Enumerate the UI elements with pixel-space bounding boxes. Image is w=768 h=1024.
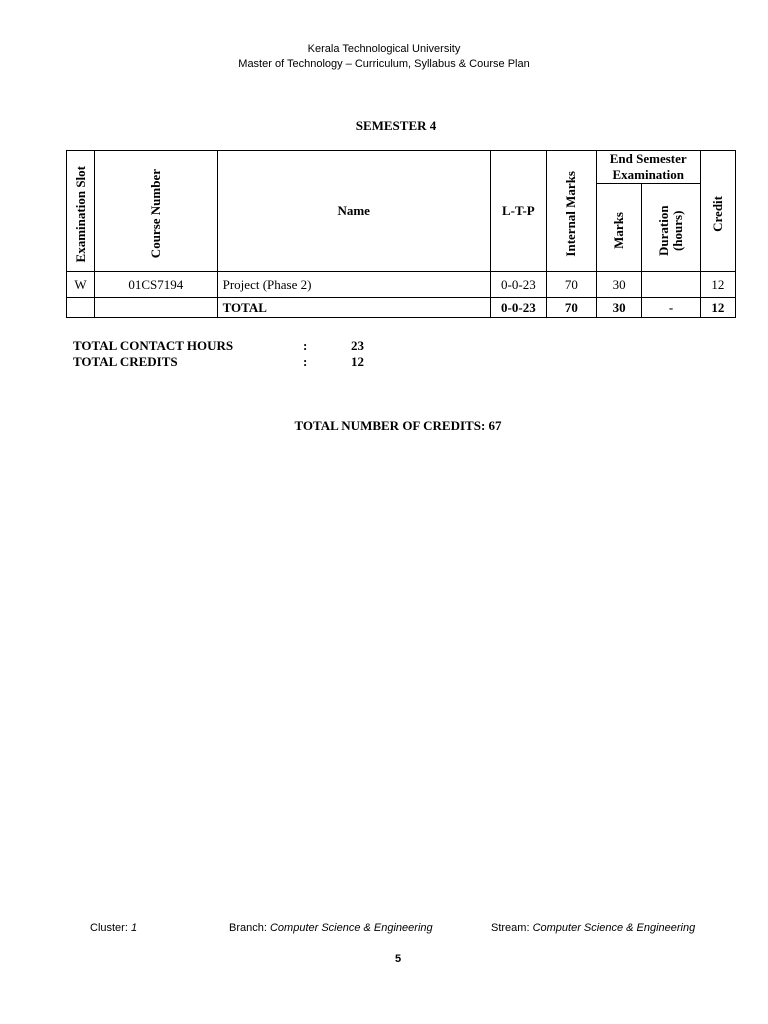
total-internal: 70 <box>546 298 596 318</box>
cell-duration <box>642 272 700 298</box>
cell-ltp: 0-0-23 <box>490 272 546 298</box>
total-marks: 30 <box>596 298 642 318</box>
summary-separator: : <box>303 338 308 353</box>
summary-label: TOTAL CREDITS <box>73 354 178 369</box>
header-credit: Credit <box>700 151 735 272</box>
course-table <box>66 150 736 318</box>
header-name: Name <box>217 151 490 272</box>
header-examination-slot: Examination Slot <box>67 151 95 272</box>
cell-marks: 30 <box>596 272 642 298</box>
total-credit: 12 <box>700 298 735 318</box>
page-number: 5 <box>394 953 402 965</box>
cell-credit: 12 <box>700 272 735 298</box>
total-row <box>67 298 736 318</box>
semester-title: SEMESTER 4 <box>355 118 437 133</box>
summary-value: 12 <box>351 354 364 369</box>
cell-internal: 70 <box>546 272 596 298</box>
total-number-of-credits: TOTAL NUMBER OF CREDITS: 67 <box>294 418 502 433</box>
footer-cluster: Cluster: 1 <box>90 922 138 934</box>
total-label: TOTAL <box>217 298 490 318</box>
footer-stream: Stream: Computer Science & Engineering <box>491 922 696 934</box>
header-end-semester: End Semester Examination <box>596 151 700 184</box>
document-header-program: Master of Technology – Curriculum, Syllabus & Course Plan <box>238 58 530 70</box>
document-header-university: Kerala Technological University <box>307 43 461 55</box>
header-marks: Marks <box>596 184 642 272</box>
header-ltp: L-T-P <box>490 151 546 272</box>
summary-value: 23 <box>351 338 364 353</box>
total-duration: - <box>642 298 700 318</box>
cell-name: Project (Phase 2) <box>217 272 490 298</box>
header-duration: Duration (hours) <box>642 184 700 272</box>
table-row <box>67 272 736 298</box>
total-ltp: 0-0-23 <box>490 298 546 318</box>
header-internal-marks: Internal Marks <box>546 151 596 272</box>
cell-slot: W <box>67 272 95 298</box>
header-course-number: Course Number <box>95 151 218 272</box>
cell-course-number: 01CS7194 <box>95 272 218 298</box>
summary-separator: : <box>303 354 308 369</box>
footer-branch: Branch: Computer Science & Engineering <box>229 922 433 934</box>
summary-label: TOTAL CONTACT HOURS <box>73 338 234 353</box>
